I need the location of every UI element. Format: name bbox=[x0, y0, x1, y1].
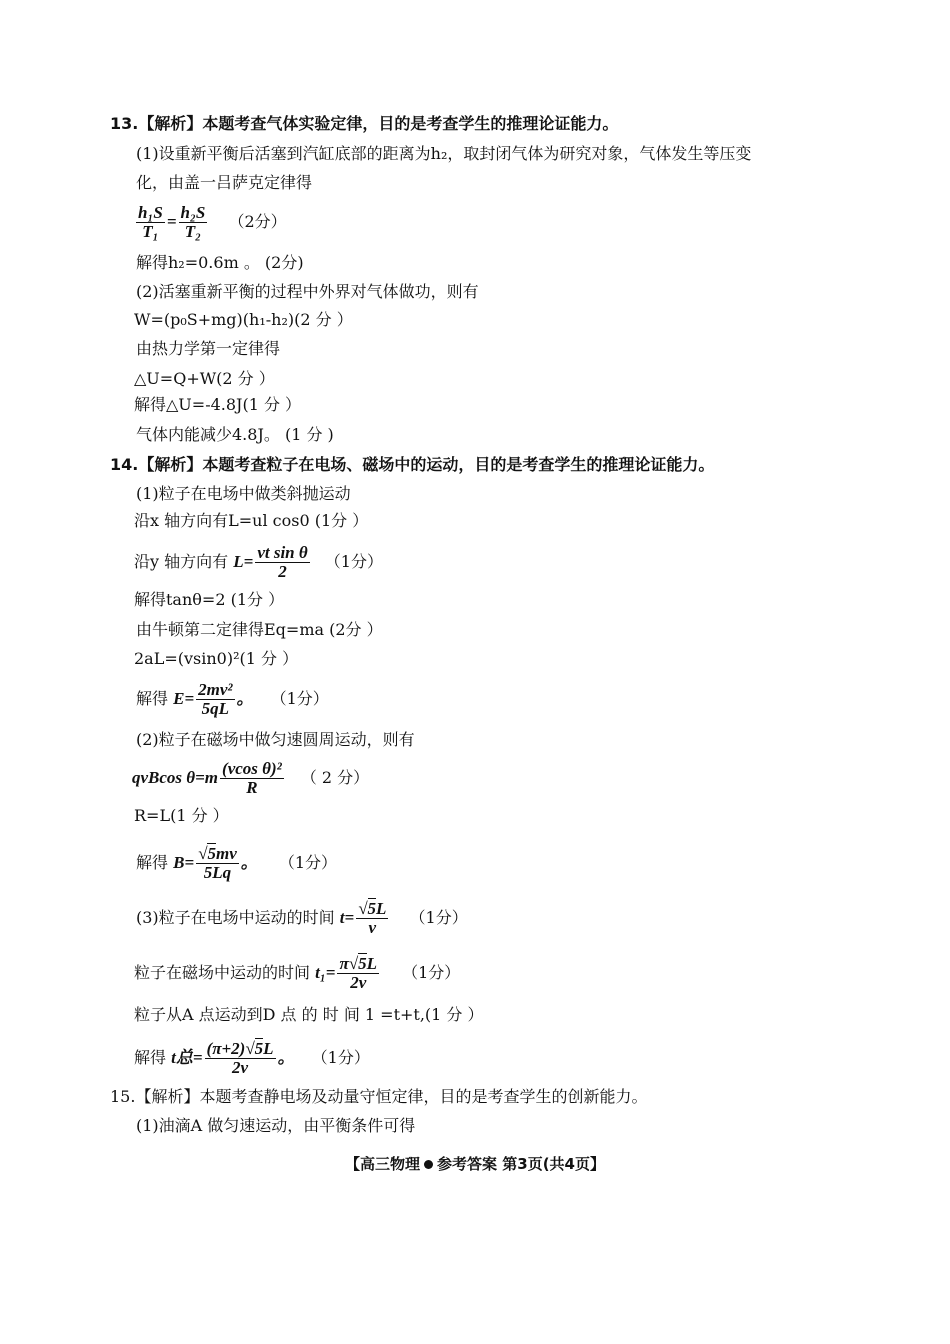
q13-work: W=(p₀S+mg)(h₁-h₂)(2 分 ） bbox=[134, 310, 353, 329]
formula-denominator: 5qL bbox=[201, 699, 230, 718]
q14-tan-theta: 解得tanθ=2 (1分 ） bbox=[134, 590, 285, 609]
q14-solve-total-time bbox=[134, 1034, 370, 1082]
formula-lhs: B= bbox=[173, 853, 195, 872]
formula-denominator: 2 bbox=[278, 562, 287, 581]
line-prefix: 粒子在磁场中运动的时间 bbox=[134, 963, 311, 982]
q14-x-axis: 沿x 轴方向有L=ul cos0 (1分 ） bbox=[134, 511, 369, 530]
formula-numerator: (π+2)√5L bbox=[206, 1039, 274, 1058]
sqrt-radicand: 5 bbox=[367, 899, 377, 918]
score-label: （1分） bbox=[409, 908, 468, 927]
formula-lhs: qvBcos θ=m bbox=[132, 768, 219, 787]
formula-numerator: vt sin θ bbox=[257, 543, 308, 562]
line-prefix: 解得 bbox=[136, 689, 169, 708]
bullet-icon bbox=[424, 1160, 433, 1169]
q13-part2: (2)活塞重新平衡的过程中外界对气体做功，则有 bbox=[136, 282, 479, 301]
formula-numerator: (vcos θ)² bbox=[222, 759, 282, 778]
q13-formula-gay-lussac bbox=[134, 200, 287, 244]
q14-y-axis bbox=[134, 540, 383, 584]
q14-kinematics: 2aL=(vsin0)²(1 分 ） bbox=[134, 649, 299, 668]
footer-subject: 【高三物理 bbox=[345, 1155, 421, 1173]
score-label: （ 2 分） bbox=[300, 768, 370, 787]
formula-denominator: T₁ bbox=[142, 222, 159, 241]
footer-page-info: 参考答案 第3页(共4页】 bbox=[437, 1155, 605, 1173]
formula-lhs: t= bbox=[339, 908, 355, 927]
formula-tail: 。 bbox=[277, 1048, 295, 1067]
formula-numerator: 2mv² bbox=[198, 680, 233, 699]
score-label: （1分） bbox=[324, 552, 383, 571]
q14-newton: 由牛顿第二定律得Eq=ma (2分 ） bbox=[136, 620, 383, 639]
q13-thermo-law: 由热力学第一定律得 bbox=[136, 339, 281, 358]
q13-part1-line1: (1)设重新平衡后活塞到汽缸底部的距离为h₂，取封闭气体为研究对象，气体发生等压变 bbox=[136, 144, 752, 163]
line-prefix: (3)粒子在电场中运动的时间 bbox=[136, 908, 335, 927]
q15-part1: (1)油滴A 做匀速运动，由平衡条件可得 bbox=[136, 1116, 416, 1135]
numerator-pre: (π+2) bbox=[206, 1039, 246, 1058]
formula-denominator: R bbox=[246, 778, 258, 797]
q13-solve-h2: 解得h₂=0.6m 。 (2分) bbox=[136, 253, 304, 272]
q13-solve-du: 解得△U=-4.8J(1 分 ） bbox=[134, 395, 302, 414]
line-prefix: 沿y 轴方向有 bbox=[134, 552, 229, 571]
line-prefix: 解得 bbox=[134, 1048, 167, 1067]
formula-numerator: √5mv bbox=[198, 844, 237, 863]
page-footer bbox=[0, 1153, 950, 1174]
numerator-rest: L bbox=[366, 954, 377, 973]
formula-lhs: L= bbox=[233, 552, 254, 571]
q14-solve-b bbox=[136, 838, 337, 888]
formula-denominator: v bbox=[368, 918, 377, 937]
q13-part1-line2: 化，由盖一吕萨克定律得 bbox=[136, 173, 313, 192]
q13-header: 13.【解析】本题考查气体实验定律，目的是考查学生的推理论证能力。 bbox=[110, 114, 619, 133]
numerator-rest: L bbox=[376, 899, 387, 918]
q15-header: 15.【解析】本题考查静电场及动量守恒定律，目的是考查学生的创新能力。 bbox=[110, 1087, 648, 1106]
q14-part1: (1)粒子在电场中做类斜抛运动 bbox=[136, 484, 351, 503]
formula-equals: = bbox=[166, 212, 177, 231]
q13-energy-decrease: 气体内能减少4.8J。 (1 分 ) bbox=[136, 425, 334, 444]
formula-numerator: π√5L bbox=[339, 954, 377, 973]
q14-radius: R=L(1 分 ） bbox=[134, 806, 229, 825]
score-label: （1分） bbox=[311, 1048, 370, 1067]
formula-tail: 。 bbox=[236, 689, 254, 708]
q14-total-time-text: 粒子从A 点运动到D 点 的 时 间 1 =t+t,(1 分 ） bbox=[134, 1005, 484, 1024]
q14-lorentz-formula bbox=[132, 756, 369, 800]
formula-lhs: t₁= bbox=[315, 963, 336, 982]
formula-denominator: 5Lq bbox=[203, 863, 232, 882]
formula-numerator: √5L bbox=[358, 899, 387, 918]
formula-lhs: E= bbox=[173, 689, 195, 708]
score-label: （1分） bbox=[278, 853, 338, 872]
q13-delta-u: △U=Q+W(2 分 ） bbox=[134, 369, 275, 388]
formula-denominator: 2v bbox=[350, 973, 367, 992]
q14-time-magnetic bbox=[134, 949, 460, 997]
score-label: （1分） bbox=[270, 689, 329, 708]
formula-numerator: h₁S bbox=[138, 203, 163, 222]
score-label: （2分） bbox=[228, 212, 287, 231]
formula-numerator: h₂S bbox=[180, 203, 206, 222]
line-prefix: 解得 bbox=[136, 853, 169, 872]
sqrt-radicand: 5 bbox=[254, 1039, 264, 1058]
numerator-rest: L bbox=[263, 1039, 274, 1058]
formula-denominator: T₂ bbox=[184, 222, 202, 241]
q14-header: 14.【解析】本题考查粒子在电场、磁场中的运动，目的是考查学生的推理论证能力。 bbox=[110, 455, 715, 474]
q14-time-electric bbox=[136, 894, 468, 942]
score-label: （1分） bbox=[402, 963, 461, 982]
sqrt-radicand: 5 bbox=[207, 844, 216, 863]
sqrt-radicand: 5 bbox=[358, 954, 367, 973]
numerator-pre: π bbox=[339, 954, 349, 973]
q14-solve-e bbox=[136, 677, 329, 721]
numerator-rest: mv bbox=[215, 844, 237, 863]
q14-part2: (2)粒子在磁场中做匀速圆周运动，则有 bbox=[136, 730, 415, 749]
formula-tail: 。 bbox=[240, 853, 258, 872]
formula-lhs: t总= bbox=[171, 1048, 203, 1067]
formula-denominator: 2v bbox=[232, 1058, 249, 1077]
